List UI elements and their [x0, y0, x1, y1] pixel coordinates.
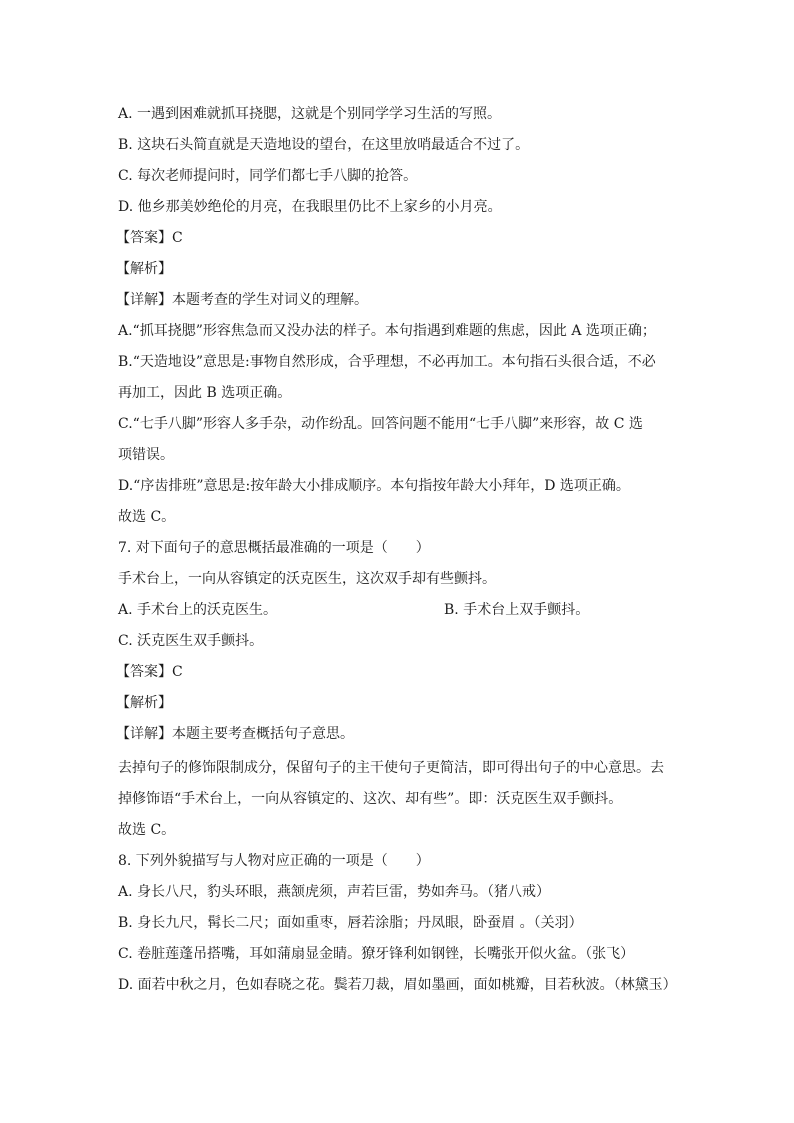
q7-option-a: A. 手术台上的沃克医生。	[118, 602, 278, 618]
q6-explanation-c-line2: 项错误。	[118, 447, 174, 463]
q7-explanation-line1: 去掉句子的修饰限制成分，保留句子的主干使句子更简洁，即可得出句子的中心意思。去	[118, 760, 664, 776]
q7-analysis-label: 【解析】	[116, 695, 172, 711]
q8-option-d: D. 面若中秋之月，色如春晓之花。鬓若刀裁，眉如墨画，面如桃瓣，目若秋波。（林黛玉）	[118, 977, 677, 993]
q6-explanation-a: A.“抓耳挠腮”形容焦急而又没办法的样子。本句指遇到难题的焦虑，因此 A 选项正确；	[118, 323, 656, 339]
q7-detail: 【详解】本题主要考查概括句子意思。	[116, 726, 354, 742]
q6-explanation-b-line1: B.“天造地设”意思是:事物自然形成，合乎理想，不必再加工。本句指石头很合适，不必	[118, 354, 656, 370]
q7-option-c: C. 沃克医生双手颤抖。	[118, 633, 264, 649]
q8-option-b: B. 身长九尺，髯长二尺；面如重枣，唇若涂脂；丹凤眼，卧蚕眉 。（关羽）	[118, 915, 583, 931]
q6-option-d: D. 他乡那美妙绝伦的月亮，在我眼里仍比不上家乡的小月亮。	[118, 199, 502, 215]
q6-explanation-c-line1: C.“七手八脚”形容人多手杂，动作纷乱。回答问题不能用“七手八脚”来形容，故 C 选	[118, 416, 643, 432]
q6-conclusion: 故选 C。	[118, 509, 176, 525]
q7-stem: 7. 对下面句子的意思概括最准确的一项是（ ）	[118, 540, 430, 556]
q8-stem: 8. 下列外貌描写与人物对应正确的一项是（ ）	[118, 853, 430, 869]
q8-option-c: C. 卷脏莲蓬吊搭嘴，耳如蒲扇显金睛。獠牙锋利如钢锉，长嘴张开似火盆。（张飞）	[118, 946, 635, 962]
q7-sentence: 手术台上，一向从容镇定的沃克医生，这次双手却有些颤抖。	[118, 571, 496, 587]
q7-conclusion: 故选 C。	[118, 822, 176, 838]
q6-option-c: C. 每次老师提问时，同学们都七手八脚的抢答。	[118, 168, 418, 184]
q8-option-a: A. 身长八尺，豹头环眼，燕颔虎须，声若巨雷，势如奔马。（猪八戒）	[118, 884, 551, 900]
q7-explanation-line2: 掉修饰语“手术台上，一向从容镇定的、这次、却有些”。即：沃克医生双手颤抖。	[118, 791, 623, 807]
q6-analysis-label: 【解析】	[116, 261, 172, 277]
q6-explanation-d: D.“序齿排班”意思是:按年龄大小排成顺序。本句指按年龄大小拜年，D 选项正确。	[118, 478, 630, 494]
q6-option-a: A. 一遇到困难就抓耳挠腮，这就是个别同学学习生活的写照。	[118, 106, 502, 122]
q7-answer: 【答案】C	[116, 664, 183, 680]
q6-detail: 【详解】本题考查的学生对词义的理解。	[116, 292, 368, 308]
q6-option-b: B. 这块石头简直就是天造地设的望台，在这里放哨最适合不过了。	[118, 137, 530, 153]
q6-explanation-b-line2: 再加工，因此 B 选项正确。	[118, 385, 292, 401]
q7-option-b: B. 手术台上双手颤抖。	[444, 602, 590, 618]
q6-answer: 【答案】C	[116, 230, 183, 246]
